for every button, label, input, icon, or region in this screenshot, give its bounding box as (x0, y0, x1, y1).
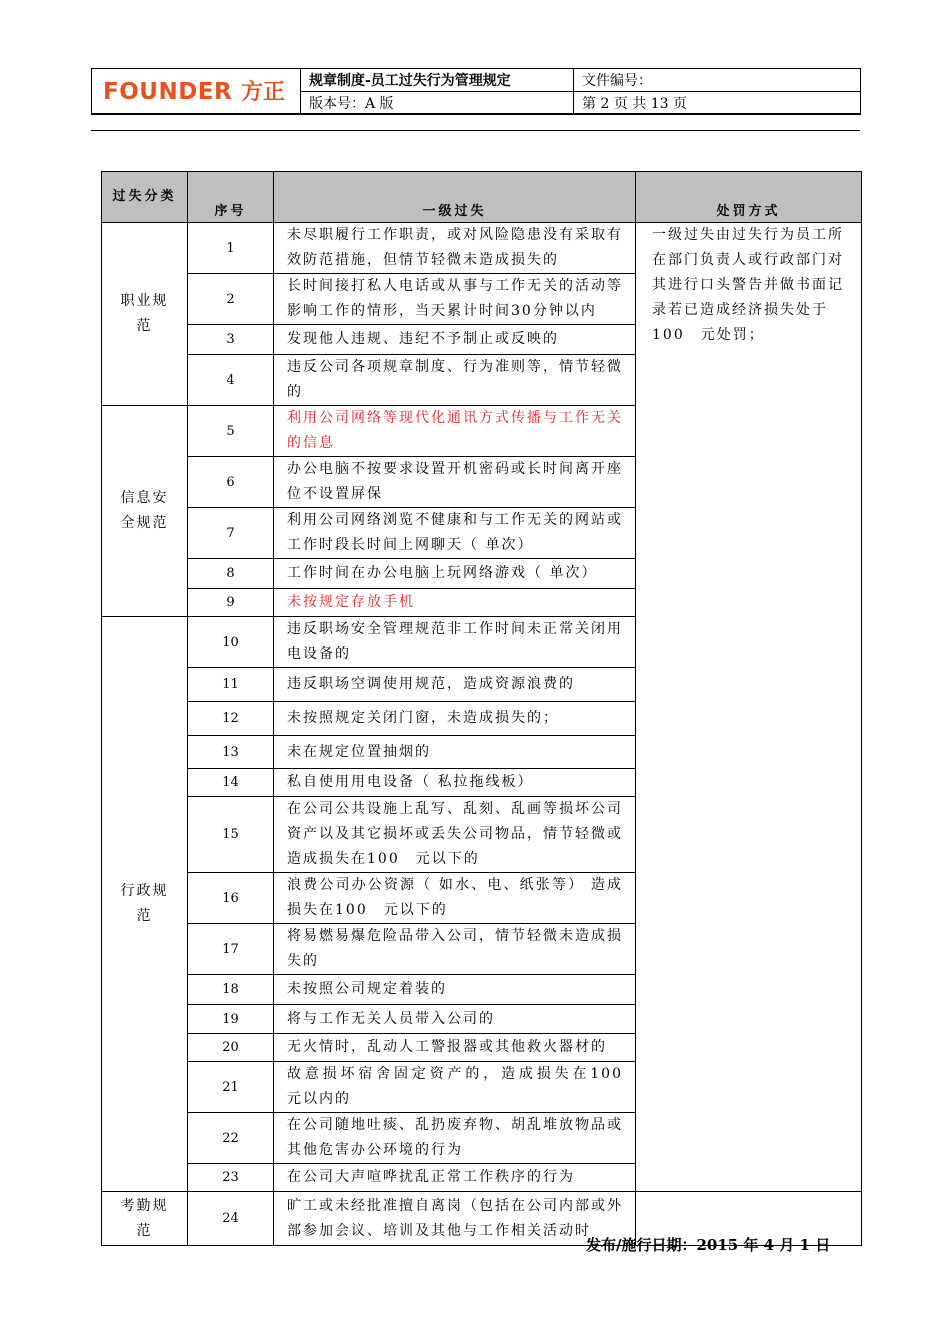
category-cell: 行政规范 (102, 617, 188, 1192)
row-number: 2 (188, 274, 274, 325)
page-info: 第 2 页 共 13 页 (574, 92, 861, 115)
offense-text: 将易燃易爆危险品带入公司，情节轻微未造成损失的 (274, 924, 636, 975)
row-number: 8 (188, 559, 274, 589)
offense-table (101, 171, 862, 1246)
row-number: 24 (188, 1192, 274, 1246)
offense-text: 违反公司各项规章制度、行为准则等，情节轻微的 (274, 355, 636, 406)
founder-logo-icon (101, 77, 291, 103)
offense-text: 长时间接打私人电话或从事与工作无关的活动等影响工作的情形，当天累计时间30分钟以内 (274, 274, 636, 325)
row-number: 12 (188, 702, 274, 736)
offense-text: 在公司公共设施上乱写、乱刻、乱画等损坏公司资产以及其它损坏或丢失公司物品，情节轻微或造成损失在100 元以下的 (274, 797, 636, 873)
offense-text: 将与工作无关人员带入公司的 (274, 1005, 636, 1034)
category-cell: 职业规范 (102, 223, 188, 406)
row-number: 23 (188, 1164, 274, 1192)
row-number: 19 (188, 1005, 274, 1034)
offense-text-highlighted: 利用公司网络等现代化通讯方式传播与工作无关的信息 (274, 406, 636, 457)
document-number-label: 文件编号： (574, 69, 861, 92)
column-header-offense: 一级过失 (274, 172, 636, 223)
offense-text: 未按照公司规定着装的 (274, 975, 636, 1005)
row-number: 11 (188, 668, 274, 702)
row-number: 9 (188, 589, 274, 617)
logo-text-cn: 方正 (241, 79, 286, 103)
row-number: 21 (188, 1062, 274, 1113)
row-number: 5 (188, 406, 274, 457)
row-number: 14 (188, 769, 274, 797)
penalty-cell: 一级过失由过失行为员工所在部门负责人或行政部门对其进行口头警告并做书面记录若已造成经济损失处于100 元处罚； (636, 223, 862, 1192)
row-number: 6 (188, 457, 274, 508)
row-number: 16 (188, 873, 274, 924)
offense-text: 发现他人违规、违纪不予制止或反映的 (274, 325, 636, 355)
document-title: 规章制度-员工过失行为管理规定 (301, 69, 574, 92)
row-number: 4 (188, 355, 274, 406)
row-number: 7 (188, 508, 274, 559)
offense-text: 无火情时，乱动人工警报器或其他救火器材的 (274, 1034, 636, 1062)
row-number: 22 (188, 1113, 274, 1164)
offense-text: 在公司大声喧哗扰乱正常工作秩序的行为 (274, 1164, 636, 1192)
company-logo (92, 69, 301, 115)
row-number: 10 (188, 617, 274, 668)
logo-text-en: FOUNDER (103, 78, 233, 103)
table-row (102, 223, 862, 274)
column-header-penalty: 处罚方式 (636, 172, 862, 223)
header-divider (91, 113, 860, 114)
release-date: 发布/施行日期：2015 年 4 月 1 日 (586, 1236, 831, 1254)
offense-text: 利用公司网络浏览不健康和与工作无关的网站或工作时段长时间上网聊天（ 单次） (274, 508, 636, 559)
offense-text: 违反职场空调使用规范，造成资源浪费的 (274, 668, 636, 702)
offense-text: 私自使用用电设备（ 私拉拖线板） (274, 769, 636, 797)
category-cell: 信息安全规范 (102, 406, 188, 617)
offense-text: 浪费公司办公资源（ 如水、电、纸张等） 造成损失在100 元以下的 (274, 873, 636, 924)
offense-text: 未按照规定关闭门窗，未造成损失的； (274, 702, 636, 736)
row-number: 3 (188, 325, 274, 355)
column-header-number: 序号 (188, 172, 274, 223)
offense-text: 旷工或未经批准擅自离岗（包括在公司内部或外部参加会议、培训及其他与工作相关活动时 (274, 1192, 636, 1246)
offense-text-highlighted: 未按规定存放手机 (274, 589, 636, 617)
offense-text: 工作时间在办公电脑上玩网络游戏（ 单次） (274, 559, 636, 589)
offense-text: 违反职场安全管理规范非工作时间未正常关闭用电设备的 (274, 617, 636, 668)
offense-text: 办公电脑不按要求设置开机密码或长时间离开座位不设置屏保 (274, 457, 636, 508)
column-header-category: 过失分类 (102, 172, 188, 223)
offense-text: 未尽职履行工作职责，或对风险隐患没有采取有效防范措施，但情节轻微未造成损失的 (274, 223, 636, 274)
document-header (91, 68, 861, 115)
header-bottom-rule (91, 130, 860, 131)
row-number: 20 (188, 1034, 274, 1062)
table-header-row (102, 172, 862, 223)
category-cell: 考勤规范 (102, 1192, 188, 1246)
offense-text: 未在规定位置抽烟的 (274, 736, 636, 769)
row-number: 1 (188, 223, 274, 274)
row-number: 15 (188, 797, 274, 873)
version-label: 版本号：A 版 (301, 92, 574, 115)
row-number: 13 (188, 736, 274, 769)
row-number: 17 (188, 924, 274, 975)
offense-text: 在公司随地吐痰、乱扔废弃物、胡乱堆放物品或其他危害办公环境的行为 (274, 1113, 636, 1164)
row-number: 18 (188, 975, 274, 1005)
offense-text: 故意损坏宿舍固定资产的，造成损失在100 元以内的 (274, 1062, 636, 1113)
